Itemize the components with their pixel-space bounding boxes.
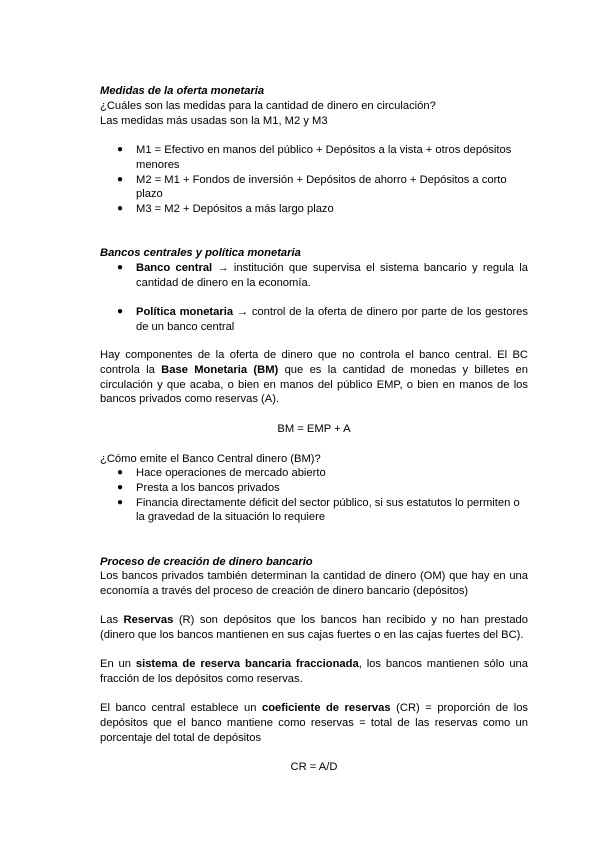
section-title: Bancos centrales y política monetaria [100,247,301,259]
term-banco-central: Banco central [136,262,213,274]
list-item: ● M2 = M1 + Fondos de inversión + Depósitos de ahorro + Depósitos a corto plazo [117,173,507,201]
bullet-icon: ● [117,203,124,215]
bullet-icon: ● [117,262,124,273]
list-item: ● M3 = M2 + Depósitos a más largo plazo [117,203,334,216]
definition-list [100,261,528,291]
question-text: ¿Cómo emite el Banco Central dinero (BM)? [100,453,321,465]
intro-text: Las medidas más usadas son la M1, M2 y M3 [100,114,328,127]
list-item: ● M1 = Efectivo en manos del público + Depósitos a la vista + otros depósitos menores [117,144,512,171]
term-politica-monetaria: Política monetaria [136,306,234,318]
question-text: ¿Cuáles son las medidas para la cantidad de dinero en circulación? [100,99,436,112]
section-title: Proceso de creación de dinero bancario [100,556,313,568]
term-reservas: Reservas [123,614,174,626]
term-base-monetaria: Base Monetaria (BM) [161,363,279,376]
paragraph: Los bancos privados también determinan la cantidad de dinero (OM) que hay en una economía a través del proceso de creación de dinero bancario (depósitos) [100,570,528,597]
bullet-icon: ● [117,144,124,155]
bullet-icon: ● [117,173,124,185]
term-coeficiente-reservas: coeficiente de reservas [262,702,391,714]
section-oferta-monetaria [100,84,528,128]
formula: CR = A/D [290,761,338,773]
bullet-icon: ● [117,306,124,317]
paragraph: Hay componentes de la oferta de dinero que no controla el banco central. El BC controla la Base Monetaria (BM) que es la cantidad de monedas y billetes en circulación y que acaba, o bien en manos del público EMP, o bien en manos de los bancos privados como reservas (A). [100,349,529,406]
list-item: ● Financia directamente déficit del sector público, si sus estatutos lo permiten o la gravedad de la situación lo requiere [117,496,520,524]
paragraph: Las Reservas (R) son depósitos que los bancos han recibido y no han prestado (dinero que los bancos mantienen en sus cajas fuertes o en las cajas fuertes del BC). [100,614,528,641]
paragraph: El banco central establece un coeficiente de reservas (CR) = proporción de los depósitos que el banco mantiene como reservas = total de las reservas como un porcentaje del total de depósitos [100,702,529,744]
list-item: ● Política monetaria → control de la oferta de dinero por parte de los gestores de un banco central [117,306,528,333]
measures-list [100,143,528,217]
bullet-icon: ● [117,496,124,508]
term-reserva-fraccionada: sistema de reserva bancaria fraccionada [135,658,359,670]
paragraph: En un sistema de reserva bancaria fraccionada, los bancos mantienen sólo una fracción de los depósitos como reservas. [100,658,528,685]
list-item: ● Hace operaciones de mercado abierto [117,467,326,479]
bullet-icon: ● [117,481,124,493]
section-title: Medidas de la oferta monetaria [100,85,265,97]
bullet-icon: ● [117,467,124,478]
list-item: ● Presta a los bancos privados [117,481,280,494]
emission-list [100,466,528,525]
formula: BM = EMP + A [277,423,351,435]
list-item: ● Banco central → institución que supervisa el sistema bancario y regula la cantidad de dinero en la economía. [117,262,528,289]
definition-list [100,305,528,335]
